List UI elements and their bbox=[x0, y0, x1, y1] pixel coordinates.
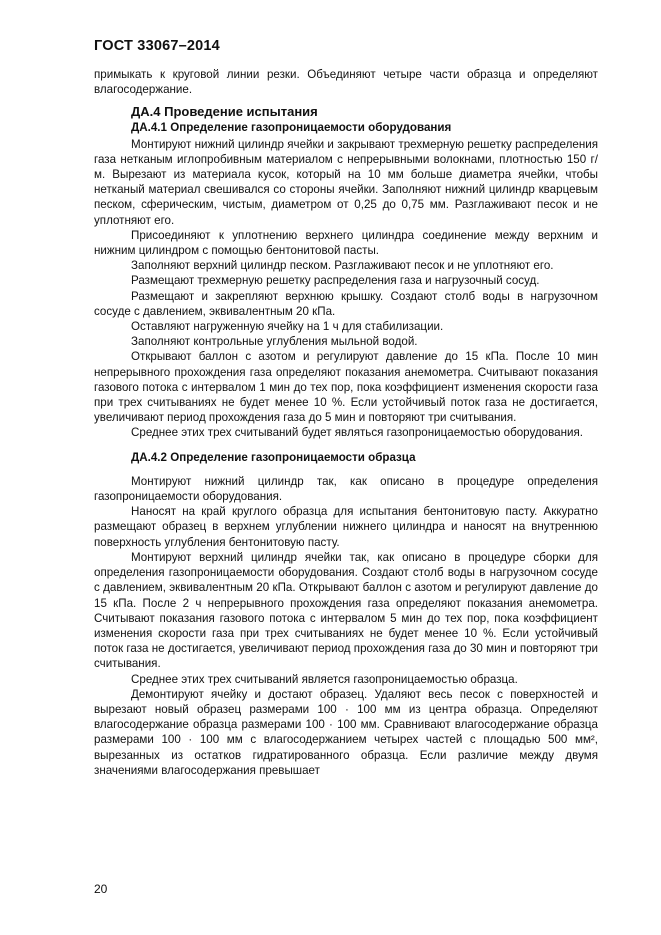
paragraph: Размещают и закрепляют верхнюю крышку. Создают столб воды в нагрузочном сосуде с давлением, эквивалентным 20 кПа. bbox=[94, 289, 598, 318]
paragraph: Демонтируют ячейку и достают образец. Удаляют весь песок с поверхностей и вырезают новый образец размерами 100 · 100 мм из центра образца. Определяют влагосодержание образца размерами 100 · 100 мм. Сравнивают влагосодержание образца размерами 100 · 100 мм с влагосодержанием четырех частей с площадью 500 мм², вырезанных из остатков гидратированного образца. Если различие между двумя значениями влагосодержания превышает bbox=[94, 687, 598, 777]
document-body bbox=[94, 67, 598, 778]
paragraph: Размещают трехмерную решетку распределения газа и нагрузочный сосуд. bbox=[131, 274, 540, 288]
paragraph: Монтируют нижний цилиндр так, как описано в процедуре определения газопроницаемости оборудования. bbox=[94, 474, 598, 504]
intro-paragraph: примыкать к круговой линии резки. Объединяют четыре части образца и определяют влагосодержание. bbox=[94, 68, 598, 97]
page-number: 20 bbox=[94, 882, 108, 896]
subsection-heading-1: ДА.4.1 Определение газопроницаемости оборудования bbox=[131, 121, 452, 135]
paragraph: Заполняют контрольные углубления мыльной водой. bbox=[131, 335, 418, 349]
paragraph: Монтируют верхний цилиндр ячейки так, как описано в процедуре сборки для определения газопроницаемости оборудования. Создают столб воды в нагрузочном сосуде с давлением, эквивалентным 20 кПа. Открывают баллон с азотом и регулируют давление до 15 кПа. После 2 ч непрерывного прохождения газа определяют показания анемометра. Считывают показания газового потока с интервалом 5 мин до тех пор, пока коэффициент изменения скорости газа при трех считываниях не будет менее 10 %. Если устойчивый поток газа не достигается, увеличивают период прохождения газа до 30 мин и повторяют три считывания. bbox=[94, 550, 598, 671]
paragraph: Заполняют верхний цилиндр песком. Разглаживают песок и не уплотняют его. bbox=[131, 259, 554, 273]
paragraph: Среднее этих трех считываний является газопроницаемостью образца. bbox=[131, 672, 518, 686]
subsection-heading-2: ДА.4.2 Определение газопроницаемости образца bbox=[131, 450, 416, 464]
paragraph: Открывают баллон с азотом и регулируют давление до 15 кПа. После 10 мин непрерывного прохождения газа определяют показания анемометра. Считывают показания газового потока с интервалом 1 мин до тех пор, пока коэффициент изменения скорости газа при трех считываниях не будет менее 10 %. Если устойчивый поток газа не достигается, увеличивают период прохождения газа до 5 мин и повторяют три считывания. bbox=[94, 350, 598, 425]
paragraph: Оставляют нагруженную ячейку на 1 ч для стабилизации. bbox=[131, 320, 444, 334]
document-header-standard-number: ГОСТ 33067–2014 bbox=[94, 38, 220, 54]
paragraph: Монтируют нижний цилиндр ячейки и закрывают трехмерную решетку распределения газа нетканым иглопробивным материалом с непрерывными волокнами, плотностью 150 г/м. Вырезают из материала кусок, который на 10 мм больше диаметра ячейки, чтобы нетканый материал свешивался со стороны ячейки. Заполняют нижний цилиндр кварцевым песком, сферическим, чистым, диаметром от 0,25 до 0,75 мм. Разглаживают песок и не уплотняют его. bbox=[94, 137, 598, 227]
paragraph: Наносят на край круглого образца для испытания бентонитовую пасту. Аккуратно размещают образец в верхнем углублении нижнего цилиндра и наносят на внутреннюю поверхность углубления бентонитовую пасту. bbox=[94, 505, 598, 549]
section-heading: ДА.4 Проведение испытания bbox=[131, 104, 318, 120]
paragraph: Среднее этих трех считываний будет являться газопроницаемостью оборудования. bbox=[131, 426, 583, 440]
paragraph: Присоединяют к уплотнению верхнего цилиндра соединение между верхним и нижним цилиндром с помощью бентонитовой пасты. bbox=[94, 228, 598, 258]
